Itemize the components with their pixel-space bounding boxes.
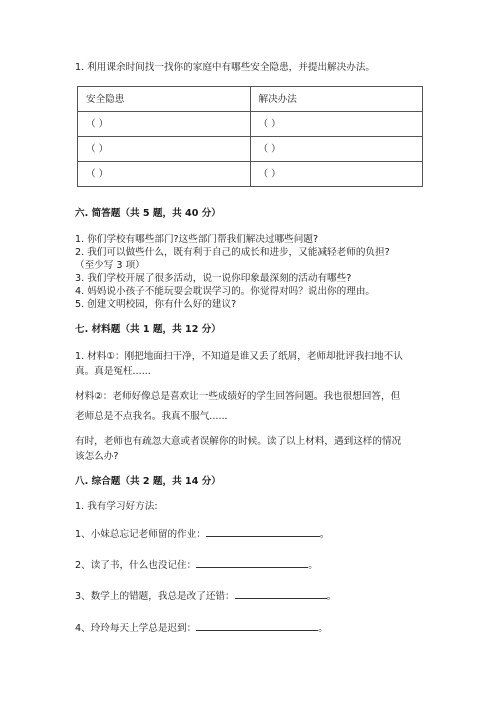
- material-question-line: 该怎么办?: [75, 451, 119, 462]
- answer-blank-line[interactable]: [206, 525, 320, 537]
- table-row: [78, 112, 423, 137]
- question-item: 4. 妈妈说小孩子不能玩耍会耽误学习的。你觉得对吗？说出你的理由。: [75, 286, 376, 297]
- q1-prompt: 1. 利用课余时间找一找你的家庭中有哪些安全隐患，并提出解决办法。: [75, 62, 376, 73]
- material-1-line: 1. 材料①：刚把地面扫干净，不知道是谁又丢了纸屑，老师却批评我扫地不认: [75, 351, 403, 362]
- answer-blank-line[interactable]: [196, 619, 318, 631]
- answer-blank-line[interactable]: [196, 556, 308, 568]
- fill-in-item: [75, 525, 329, 542]
- fill-in-end: 。: [326, 591, 337, 602]
- fill-in-prompt: 1、小妹总忘记老师留的作业：: [75, 529, 206, 540]
- table-row: [78, 162, 423, 187]
- table-header-cell: 安全隐患: [78, 87, 251, 112]
- fill-in-end: 。: [318, 623, 328, 634]
- fill-in-item: [75, 587, 336, 604]
- material-2-line: 材料②：老师好像总是喜欢让一些成绩好的学生回答问题。我也很想回答，但: [75, 391, 401, 402]
- section-8-heading: 八. 综合题（共 2 题，共 14 分）: [75, 476, 221, 487]
- section-6-heading: 六. 简答题（共 5 题，共 40 分）: [75, 208, 221, 219]
- question-note: （至少写 3 项）: [75, 260, 145, 271]
- answer-blank-cell[interactable]: （ ）: [250, 162, 423, 187]
- table-row: [78, 137, 423, 162]
- answer-blank-cell[interactable]: （ ）: [78, 112, 251, 137]
- answer-blank-cell[interactable]: （ ）: [250, 112, 423, 137]
- material-2-line: 老师总是不点我名。我真不服气......: [75, 411, 228, 422]
- fill-in-prompt: 3、数学上的错题，我总是改了还错：: [75, 591, 235, 602]
- answer-blank-line[interactable]: [235, 587, 327, 599]
- safety-hazard-table: [77, 86, 423, 187]
- section-7-heading: 七. 材料题（共 1 题，共 12 分）: [75, 324, 221, 335]
- fill-in-end: 。: [308, 560, 318, 571]
- table-header-row: [78, 87, 423, 112]
- question-item: 2. 我们可以做些什么，既有利于自己的成长和进步，又能减轻老师的负担?: [75, 247, 390, 258]
- fill-in-item: [75, 556, 318, 573]
- fill-in-prompt: 4、玲玲每天上学总是迟到：: [75, 623, 197, 634]
- fill-in-end: 。: [319, 529, 330, 540]
- question-item: 3. 我们学校开展了很多活动，说一说你印象最深刻的活动有哪些?: [75, 273, 352, 284]
- question-item: 5. 创建文明校园，你有什么好的建议?: [75, 299, 237, 310]
- fill-in-item: [75, 619, 328, 636]
- table-header-cell: 解决办法: [250, 87, 423, 112]
- fill-in-prompt: 2、读了书，什么也没记住：: [75, 560, 197, 571]
- answer-blank-cell[interactable]: （ ）: [250, 137, 423, 162]
- material-question-line: 有时，老师也有疏忽大意或者误解你的时候。读了以上材料，遇到这样的情况: [75, 436, 402, 447]
- material-1-line: 真。真是冤枉......: [75, 366, 151, 377]
- section-8-intro: 1. 我有学习好方法:: [75, 501, 158, 512]
- question-item: 1. 你们学校有哪些部门?这些部门帮我们解决过哪些问题?: [75, 234, 319, 245]
- answer-blank-cell[interactable]: （ ）: [78, 162, 251, 187]
- answer-blank-cell[interactable]: （ ）: [78, 137, 251, 162]
